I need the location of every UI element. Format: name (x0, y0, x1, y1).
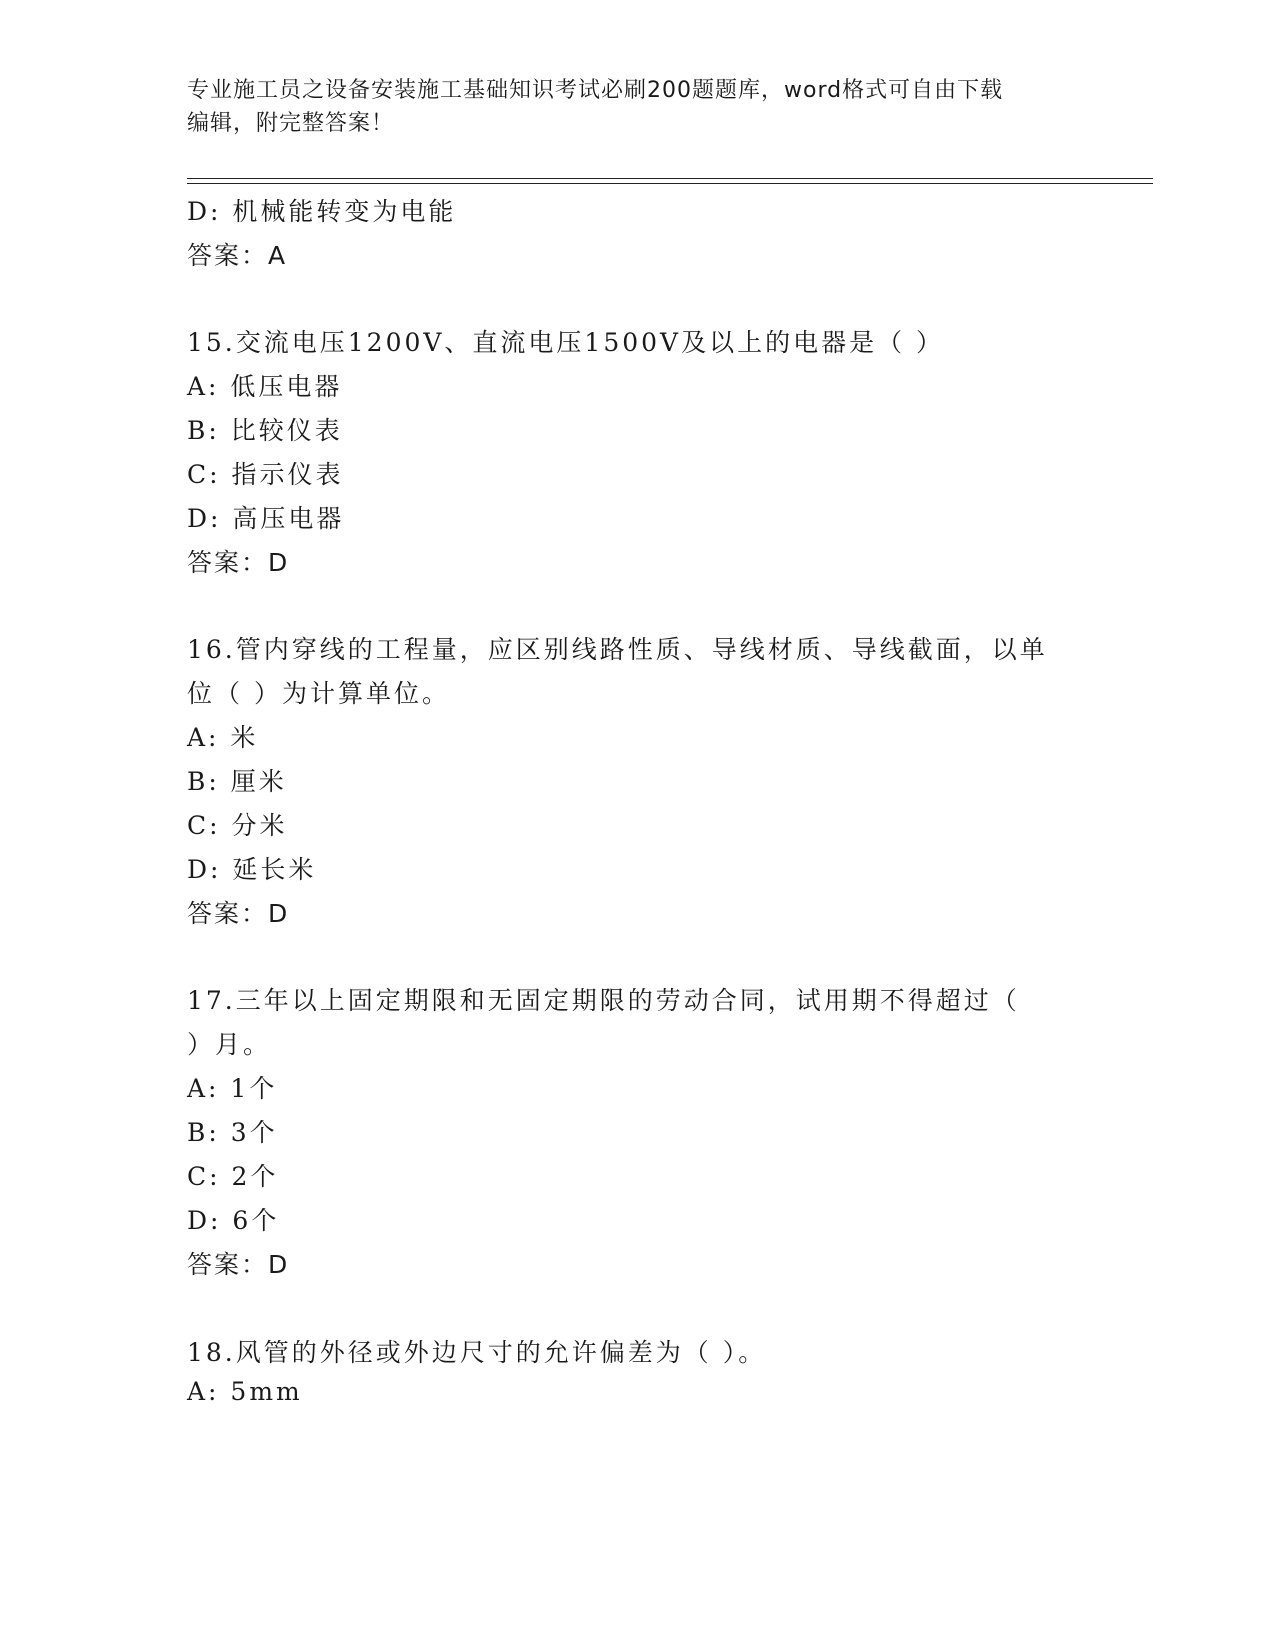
q16-stem-line-2: 位（ ）为计算单位。 (187, 679, 450, 708)
q15-option-d: D: 高压电器 (187, 504, 345, 533)
q14-answer: 答案：A (187, 241, 288, 270)
header-divider-top (187, 178, 1153, 179)
header-divider-bottom (187, 183, 1153, 184)
q18-option-a: A: 5mm (187, 1377, 303, 1406)
q15-option-a: A: 低压电器 (187, 372, 343, 401)
q17-option-b: B: 3个 (187, 1118, 278, 1147)
q15-stem: 15.交流电压1200V、直流电压1500V及以上的电器是（ ） (187, 328, 945, 357)
q17-option-d: D: 6个 (187, 1206, 280, 1235)
q15-option-b: B: 比较仪表 (187, 416, 343, 445)
q17-stem-line-2: ）月。 (187, 1030, 272, 1059)
q17-answer: 答案：D (187, 1250, 290, 1279)
q14-option-d: D: 机械能转变为电能 (187, 197, 457, 226)
q16-option-c: C: 分米 (187, 811, 288, 840)
q16-option-b: B: 厘米 (187, 767, 287, 796)
header-line-1: 专业施工员之设备安装施工基础知识考试必刷200题题库，word格式可自由下载 (187, 78, 1004, 103)
q16-option-a: A: 米 (187, 723, 259, 752)
q17-option-c: C: 2个 (187, 1162, 279, 1191)
header-line-2: 编辑，附完整答案！ (187, 111, 395, 136)
q16-answer: 答案：D (187, 899, 290, 928)
q17-stem-line-1: 17.三年以上固定期限和无固定期限的劳动合同，试用期不得超过（ (187, 986, 1020, 1015)
page-header (187, 74, 1067, 140)
q18-stem: 18.风管的外径或外边尺寸的允许偏差为（ ）。 (187, 1338, 767, 1367)
q15-option-c: C: 指示仪表 (187, 460, 344, 489)
q17-option-a: A: 1个 (187, 1074, 278, 1103)
q16-stem-line-1: 16.管内穿线的工程量，应区别线路性质、导线材质、导线截面，以单 (187, 635, 1048, 664)
q15-answer: 答案：D (187, 548, 290, 577)
q16-option-d: D: 延长米 (187, 855, 317, 884)
